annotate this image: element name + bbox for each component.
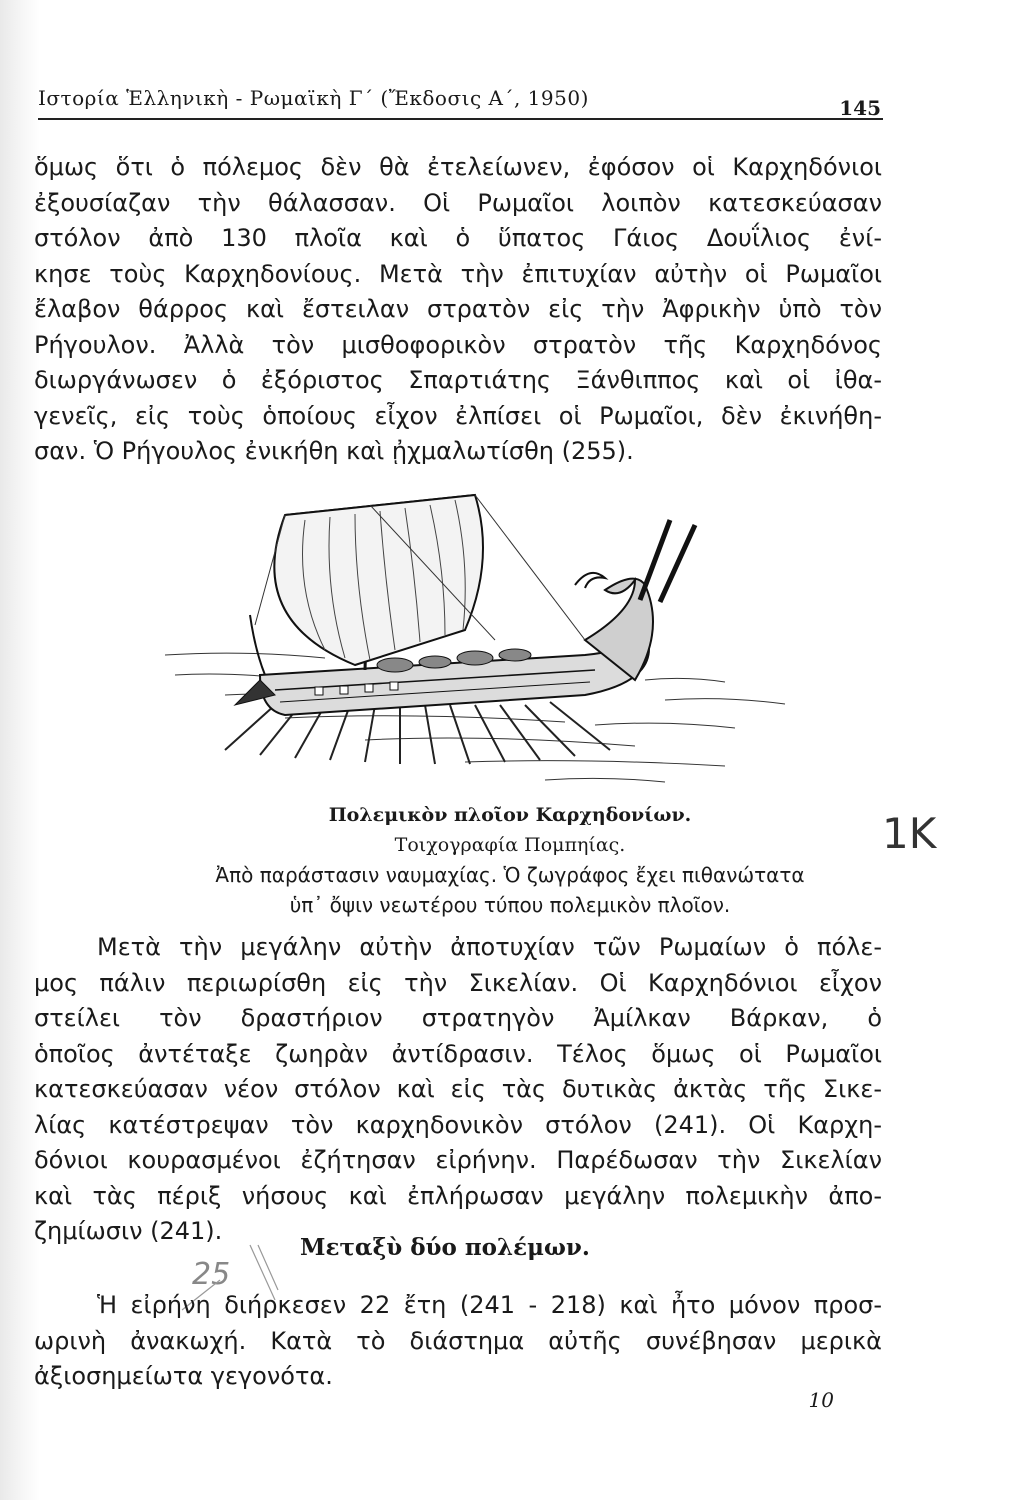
text-line: Μετὰ τὴν μεγάλην αὐτὴν ἀποτυχίαν τῶν Ρωμαίων ὁ πόλε- (97, 933, 882, 961)
text-line: ζημίωσιν (241). (34, 1217, 223, 1245)
text-line: γενεῖς, εἰς τοὺς ὁποίους εἶχον ἐλπίσει οἱ Ρωμαῖοι, δὲν ἐκινήθη- (34, 401, 882, 430)
text-line: ἔλαβον θάρρος καὶ ἔστειλαν στρατὸν εἰς τὴν Ἀφρικὴν ὑπὸ τὸν (34, 295, 882, 323)
text-line: στείλει τὸν δραστήριον στρατηγὸν Ἀμίλκαν Βάρκαν, ὁ (34, 1004, 882, 1032)
figure-caption (190, 800, 830, 920)
text-line: ὁποῖος ἀντέταξε ζωηρὰν ἀντίδρασιν. Τέλος ὅμως οἱ Ρωμαῖοι (34, 1039, 882, 1068)
paragraph-1 (34, 150, 882, 470)
text-line: Ρήγουλον. Ἀλλὰ τὸν μισθοφορικὸν στρατὸν τῆς Καρχηδόνος (34, 330, 882, 359)
text-line: Ἡ εἰρήνη διήρκεσεν 22 ἔτη (241 - 218) καὶ ἦτο μόνον προσ- (97, 1291, 882, 1319)
handwritten-margin-mark (880, 800, 960, 880)
text-line: ἐξουσίαζαν τὴν θάλασσαν. Οἱ Ρωμαῖοι λοιπὸν κατεσκεύασαν (34, 188, 882, 217)
pencil-mark-text: 25 (192, 1257, 231, 1292)
text-line: λίας κατέστρεψαν τὸν καρχηδονικὸν στόλον (241). Οἱ Καρχη- (34, 1110, 882, 1139)
running-header (38, 84, 883, 120)
text-line: μος πάλιν περιωρίσθη εἰς τὴν Σικελίαν. Οἱ Καρχηδόνιοι εἶχον (34, 968, 882, 997)
text-line: κατεσκεύασαν νέον στόλον καὶ εἰς τὰς δυτικὰς ἀκτὰς τῆς Σικε- (34, 1075, 882, 1103)
ship-illustration (165, 490, 885, 790)
paragraph-2 (34, 930, 882, 1250)
figure-note-line: Ἀπὸ παράστασιν ναυμαχίας. Ὁ ζωγράφος ἔχει πιθανώτατα (215, 863, 805, 887)
figure-note-line: ὑπ᾽ ὄψιν νεωτέρου τύπου πολεμικὸν πλοῖον. (289, 893, 731, 917)
text-line: στόλον ἀπὸ 130 πλοῖα καὶ ὁ ὕπατος Γάιος Δουΐλιος ἐνί- (34, 224, 882, 252)
text-line: ωρινὴ ἀνακωχή. Κατὰ τὸ διάστημα αὐτῆς συνέβησαν μερικὰ (34, 1326, 882, 1355)
header-title: Ιστορία Ἑλληνικὴ - Ρωμαϊκὴ Γ΄ (Ἔκδοσις Α΄, 1950) (38, 86, 589, 110)
ship-sail (274, 495, 483, 665)
text-line: διωργάνωσεν ὁ ἐξόριστος Σπαρτιάτης Ξάνθιππος καὶ οἱ ἰθα- (34, 366, 882, 394)
section-title: Μεταξὺ δύο πολέμων. (300, 1234, 590, 1261)
text-line: δόνιοι κουρασμένοι ἐζήτησαν εἰρήνην. Παρέδωσαν τὴν Σικελίαν (34, 1146, 882, 1174)
text-line: κησε τοὺς Καρχηδονίους. Μετὰ τὴν ἐπιτυχίαν αὐτὴν οἱ Ρωμαῖοι (34, 259, 882, 288)
signature-number: 10 (808, 1388, 834, 1412)
figure-title: Πολεμικὸν πλοῖον Καρχηδονίων. (328, 804, 692, 826)
text-line: ὅμως ὅτι ὁ πόλεμος δὲν θὰ ἐτελείωνεν, ἐφόσον οἱ Καρχηδόνιοι (34, 153, 882, 181)
page-number: 145 (839, 96, 881, 120)
figure-subtitle: Τοιχογραφία Πομπηίας. (394, 834, 626, 856)
text-line: καὶ τὰς πέριξ νήσους καὶ ἐπλήρωσαν μεγάλην πολεμικὴν ἀπο- (34, 1181, 882, 1210)
text-line: σαν. Ὁ Ρήγουλος ἐνικήθη καὶ ᾐχμαλωτίσθη (255). (34, 437, 634, 465)
margin-mark-text: 1K (882, 809, 937, 858)
text-line: ἀξιοσημείωτα γεγονότα. (34, 1362, 333, 1390)
steering-oars (640, 520, 695, 602)
paragraph-3 (34, 1288, 882, 1395)
